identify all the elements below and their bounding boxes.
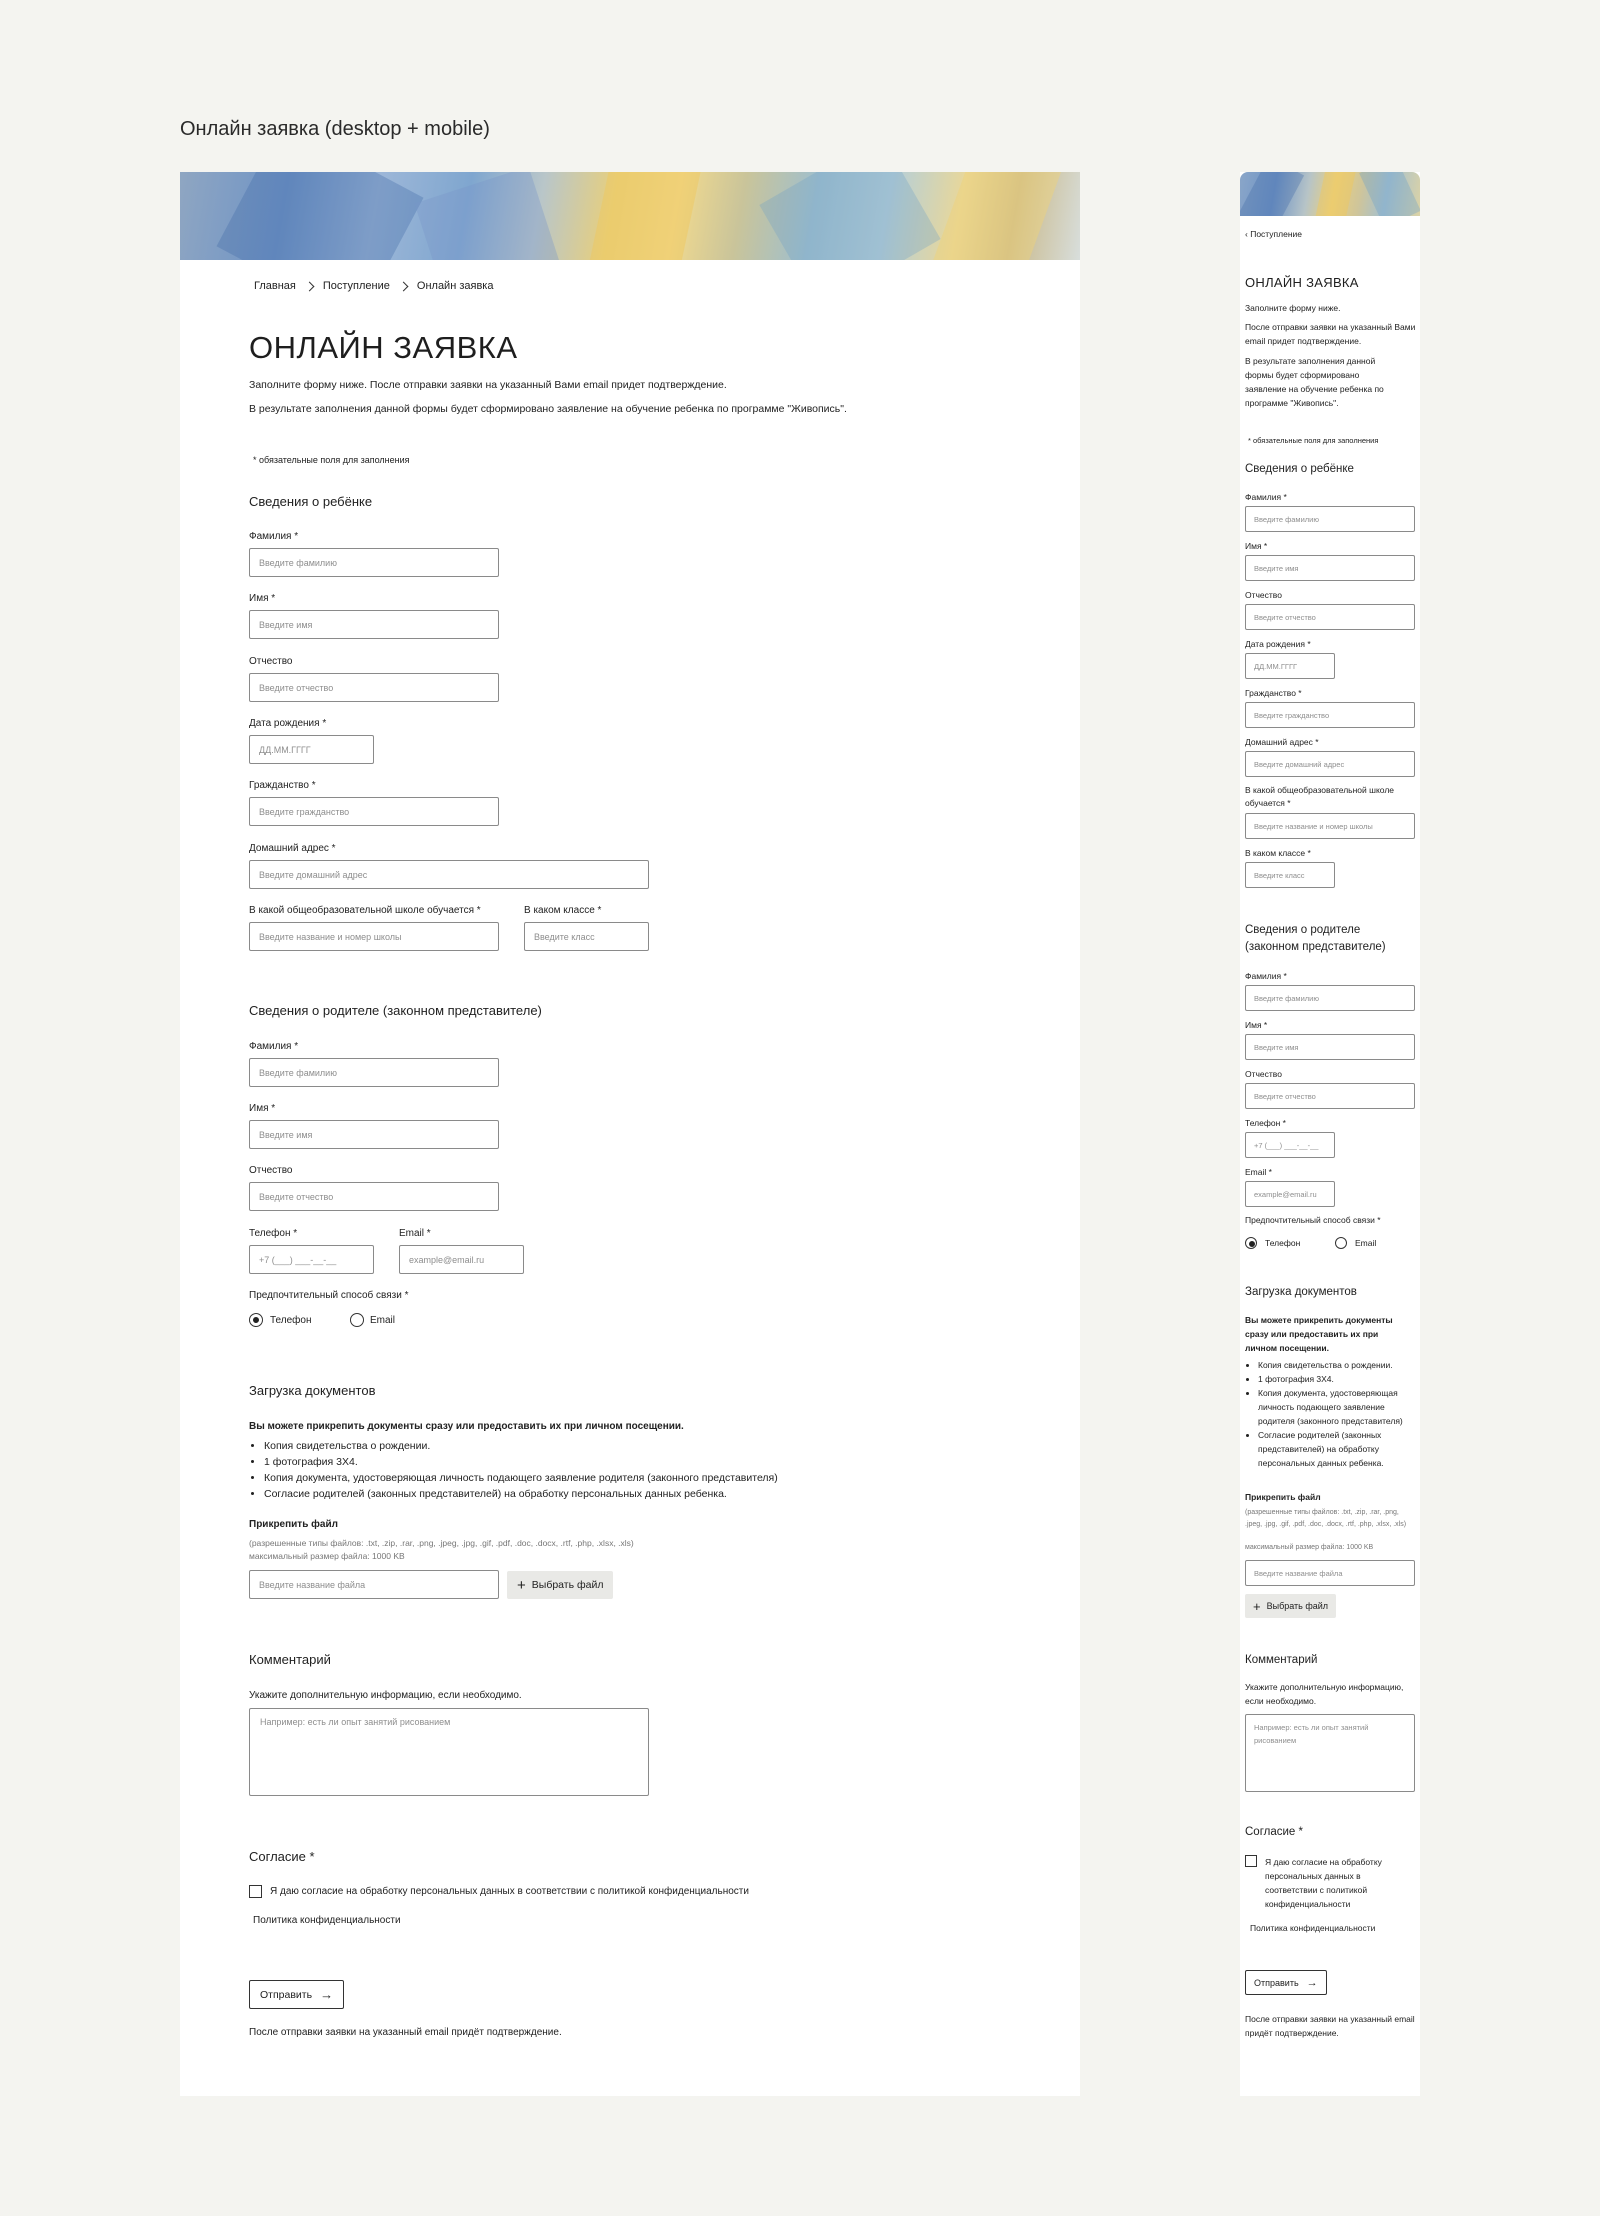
mobile-docs-list	[1245, 1358, 1417, 1470]
plus-icon: +	[1253, 1598, 1261, 1614]
child-surname-input[interactable]: Введите фамилию	[249, 548, 499, 577]
breadcrumb-current: Онлайн заявка	[416, 280, 494, 292]
child-address-input[interactable]: Введите домашний адрес	[249, 860, 649, 889]
form-heading: ОНЛАЙН ЗАЯВКА	[249, 330, 518, 365]
child-birth-label: Дата рождения *	[249, 718, 327, 729]
child-class-label: В каком классе *	[524, 905, 602, 916]
section-title-comment: Комментарий	[249, 1652, 331, 1667]
mobile-parent-phone-label: Телефон *	[1245, 1118, 1286, 1128]
mobile-parent-surname-label: Фамилия *	[1245, 971, 1287, 981]
child-patronymic-label: Отчество	[249, 656, 293, 667]
file-name-input[interactable]: Введите название файла	[249, 1570, 499, 1599]
mobile-intro-1: Заполните форму ниже.	[1245, 303, 1341, 313]
mobile-child-address-label: Домашний адрес *	[1245, 737, 1319, 747]
mobile-parent-surname-input[interactable]: Введите фамилию	[1245, 985, 1415, 1011]
mobile-after-submit-note: После отправки заявки на указанный email придёт подтверждение.	[1245, 2014, 1415, 2038]
list-item: • 1 фотография 3Х4.	[1258, 1372, 1417, 1386]
mobile-section-comment: Комментарий	[1245, 1654, 1318, 1666]
mobile-child-address-input[interactable]: Введите домашний адрес	[1245, 751, 1415, 777]
page-title: Онлайн заявка (desktop + mobile)	[180, 118, 490, 140]
mobile-comment-hint: Укажите дополнительную информацию, если необходимо.	[1245, 1682, 1404, 1706]
consent-text: Я даю согласие на обработку персональных данных в соответствии с политикой конфиденциальности	[270, 1886, 749, 1897]
list-item: • Согласие родителей (законных представителей) на обработку персональных данных ребенка.	[1258, 1428, 1417, 1470]
mobile-contact-email-label: Email	[1355, 1238, 1377, 1248]
intro-line-2: В результате заполнения данной формы будет сформировано заявление на обучение ребенка по программе "Живопись".	[249, 403, 847, 415]
mobile-docs-lead: Вы можете прикрепить документы сразу или предоставить их при личном посещении.	[1245, 1315, 1393, 1353]
contact-method-label: Предпочтительный способ связи *	[249, 1290, 409, 1301]
mobile-parent-email-label: Email *	[1245, 1167, 1272, 1177]
attach-label: Прикрепить файл	[249, 1519, 338, 1530]
required-note: * обязательные поля для заполнения	[253, 455, 410, 465]
list-item: • Копия документа, удостоверяющая личность подающего заявление родителя (законного представителя)	[264, 1470, 949, 1486]
choose-file-button[interactable]	[507, 1571, 613, 1599]
breadcrumb-home[interactable]: Главная	[254, 280, 296, 292]
mobile-contact-phone-radio[interactable]	[1245, 1237, 1257, 1249]
child-surname-label: Фамилия *	[249, 531, 299, 542]
mobile-child-school-input[interactable]: Введите название и номер школы	[1245, 813, 1415, 839]
mobile-file-types-note: (разрешенные типы файлов: .txt, .zip, .rar, .png, .jpeg, .jpg, .gif, .pdf, .doc, .docx, .rtf, .php, .xlsx, .xls)	[1245, 1509, 1407, 1528]
section-title-consent: Согласие *	[249, 1849, 315, 1864]
parent-patronymic-label: Отчество	[249, 1165, 293, 1176]
mobile-choose-file-label: Выбрать файл	[1266, 1601, 1329, 1611]
submit-button[interactable]	[249, 1980, 344, 2009]
mobile-intro-2: После отправки заявки на указанный Вами email придет подтверждение.	[1245, 322, 1416, 346]
breadcrumb-section[interactable]: Поступление	[322, 280, 390, 292]
mobile-banner-image	[1240, 172, 1420, 216]
mobile-parent-email-input[interactable]: example@email.ru	[1245, 1181, 1335, 1207]
mobile-intro-3: В результате заполнения данной формы будет сформировано заявление на обучение ребенка по программе "Живопись".	[1245, 356, 1384, 408]
mobile-back-link[interactable]	[1245, 227, 1302, 241]
mobile-child-school-label: В какой общеобразовательной школе обучается *	[1245, 785, 1395, 808]
desktop-form-card	[180, 172, 1080, 2096]
mobile-submit-label: Отправить	[1254, 1977, 1299, 1988]
child-name-input[interactable]: Введите имя	[249, 610, 499, 639]
section-title-child: Сведения о ребёнке	[249, 494, 373, 509]
list-item: • Копия свидетельства о рождении.	[264, 1438, 949, 1454]
chevron-right-icon	[304, 281, 314, 291]
contact-phone-radio[interactable]	[249, 1313, 263, 1327]
section-title-docs: Загрузка документов	[249, 1383, 376, 1398]
mobile-child-surname-label: Фамилия *	[1245, 492, 1287, 502]
mobile-contact-email-radio[interactable]	[1335, 1237, 1347, 1249]
parent-email-label: Email *	[399, 1228, 431, 1239]
mobile-heading: ОНЛАЙН ЗАЯВКА	[1245, 275, 1359, 290]
mobile-comment-textarea[interactable]: Например: есть ли опыт занятий рисованием	[1245, 1714, 1415, 1792]
arrow-right-icon: →	[320, 1987, 334, 2002]
mobile-child-birthdate-input[interactable]: ДД.ММ.ГГГГ	[1245, 653, 1335, 679]
child-name-label: Имя *	[249, 593, 276, 604]
mobile-contact-method-label: Предпочтительный способ связи *	[1245, 1215, 1381, 1225]
mobile-child-class-label: В каком классе *	[1245, 848, 1311, 858]
comment-textarea[interactable]: Например: есть ли опыт занятий рисованием	[249, 1708, 649, 1796]
mobile-attach-label: Прикрепить файл	[1245, 1492, 1321, 1502]
mobile-required-note: * обязательные поля для заполнения	[1248, 436, 1379, 445]
mobile-file-size-note: максимальный размер файла: 1000 KB	[1245, 1544, 1374, 1551]
arrow-right-icon: →	[1306, 1976, 1318, 1989]
child-citizenship-label: Гражданство *	[249, 780, 316, 791]
child-address-label: Домашний адрес *	[249, 843, 336, 854]
banner-image	[180, 172, 1080, 260]
consent-checkbox[interactable]	[249, 1885, 262, 1898]
list-item: • Согласие родителей (законных представителей) на обработку персональных данных ребенка.	[264, 1486, 949, 1502]
mobile-consent-text: Я даю согласие на обработку персональных данных в соответствии с политикой конфиденциальности	[1265, 1857, 1382, 1909]
mobile-choose-file-button[interactable]	[1245, 1594, 1336, 1618]
list-item: • Копия документа, удостоверяющая личность подающего заявление родителя (законного представителя)	[1258, 1386, 1417, 1428]
plus-icon: +	[517, 1576, 526, 1594]
child-birthdate-input[interactable]: ДД.ММ.ГГГГ	[249, 735, 374, 764]
parent-surname-label: Фамилия *	[249, 1041, 299, 1052]
mobile-parent-name-label: Имя *	[1245, 1020, 1268, 1030]
choose-file-label: Выбрать файл	[531, 1579, 604, 1591]
parent-phone-label: Телефон *	[249, 1228, 298, 1239]
parent-phone-input[interactable]: +7 (___) ___-__-__	[249, 1245, 374, 1274]
mobile-parent-phone-input[interactable]: +7 (___) ___-__-__	[1245, 1132, 1335, 1158]
mobile-contact-phone-label: Телефон	[1265, 1238, 1301, 1248]
mobile-child-name-label: Имя *	[1245, 541, 1268, 551]
contact-email-radio[interactable]	[350, 1313, 364, 1327]
section-title-parent: Сведения о родителе (законном представителе)	[249, 1003, 542, 1018]
mobile-child-surname-input[interactable]: Введите фамилию	[1245, 506, 1415, 532]
list-item: • 1 фотография 3Х4.	[264, 1454, 949, 1470]
parent-name-input[interactable]: Введите имя	[249, 1120, 499, 1149]
mobile-child-birth-label: Дата рождения *	[1245, 639, 1311, 649]
chevron-left-icon: ‹	[1245, 229, 1248, 239]
child-school-label: В какой общеобразовательной школе обучается *	[249, 905, 481, 916]
mobile-section-child: Сведения о ребёнке	[1245, 463, 1354, 475]
after-submit-note: После отправки заявки на указанный email придёт подтверждение.	[249, 2027, 562, 2038]
privacy-policy-link[interactable]: Политика конфиденциальности	[253, 1915, 401, 1926]
mobile-parent-patronymic-input[interactable]: Введите отчество	[1245, 1083, 1415, 1109]
child-class-input[interactable]: Введите класс	[524, 922, 649, 951]
mobile-section-docs: Загрузка документов	[1245, 1286, 1357, 1298]
mobile-child-name-input[interactable]: Введите имя	[1245, 555, 1415, 581]
list-item: • Копия свидетельства о рождении.	[1258, 1358, 1417, 1372]
comment-hint: Укажите дополнительную информацию, если необходимо.	[249, 1690, 522, 1701]
docs-list	[249, 1438, 949, 1502]
mobile-section-consent: Согласие *	[1245, 1826, 1303, 1838]
mobile-submit-button[interactable]	[1245, 1970, 1327, 1995]
file-size-note: максимальный размер файла: 1000 KB	[249, 1551, 405, 1561]
mobile-child-citizenship-input[interactable]: Введите гражданство	[1245, 702, 1415, 728]
submit-label: Отправить	[260, 1988, 313, 2001]
mobile-form-card	[1240, 172, 1420, 2096]
mobile-consent-checkbox[interactable]	[1245, 1855, 1257, 1867]
contact-phone-label: Телефон	[270, 1315, 312, 1326]
mobile-privacy-policy-link[interactable]: Политика конфиденциальности	[1250, 1923, 1376, 1933]
parent-name-label: Имя *	[249, 1103, 276, 1114]
parent-email-input[interactable]: example@email.ru	[399, 1245, 524, 1274]
mobile-back-label: Поступление	[1250, 229, 1303, 239]
child-citizenship-input[interactable]: Введите гражданство	[249, 797, 499, 826]
mobile-section-parent: Сведения о родителе (законном представителе)	[1245, 924, 1386, 953]
mobile-child-citizenship-label: Гражданство *	[1245, 688, 1302, 698]
chevron-right-icon	[398, 281, 408, 291]
parent-patronymic-input[interactable]: Введите отчество	[249, 1182, 499, 1211]
file-types-note: (разрешенные типы файлов: .txt, .zip, .rar, .png, .jpeg, .jpg, .gif, .pdf, .doc, .docx, .rtf, .php, .xlsx, .xls)	[249, 1538, 634, 1548]
mobile-child-class-input[interactable]: Введите класс	[1245, 862, 1335, 888]
mobile-child-patronymic-label: Отчество	[1245, 590, 1282, 600]
child-patronymic-input[interactable]: Введите отчество	[249, 673, 499, 702]
intro-line-1: Заполните форму ниже. После отправки заявки на указанный Вами email придет подтверждение.	[249, 379, 727, 391]
breadcrumb	[254, 280, 493, 292]
mobile-parent-patronymic-label: Отчество	[1245, 1069, 1282, 1079]
mobile-file-name-input[interactable]: Введите название файла	[1245, 1560, 1415, 1586]
mobile-parent-name-input[interactable]: Введите имя	[1245, 1034, 1415, 1060]
parent-surname-input[interactable]: Введите фамилию	[249, 1058, 499, 1087]
child-school-input[interactable]: Введите название и номер школы	[249, 922, 499, 951]
docs-lead: Вы можете прикрепить документы сразу или предоставить их при личном посещении.	[249, 1421, 684, 1432]
contact-email-label: Email	[370, 1315, 396, 1326]
mobile-child-patronymic-input[interactable]: Введите отчество	[1245, 604, 1415, 630]
